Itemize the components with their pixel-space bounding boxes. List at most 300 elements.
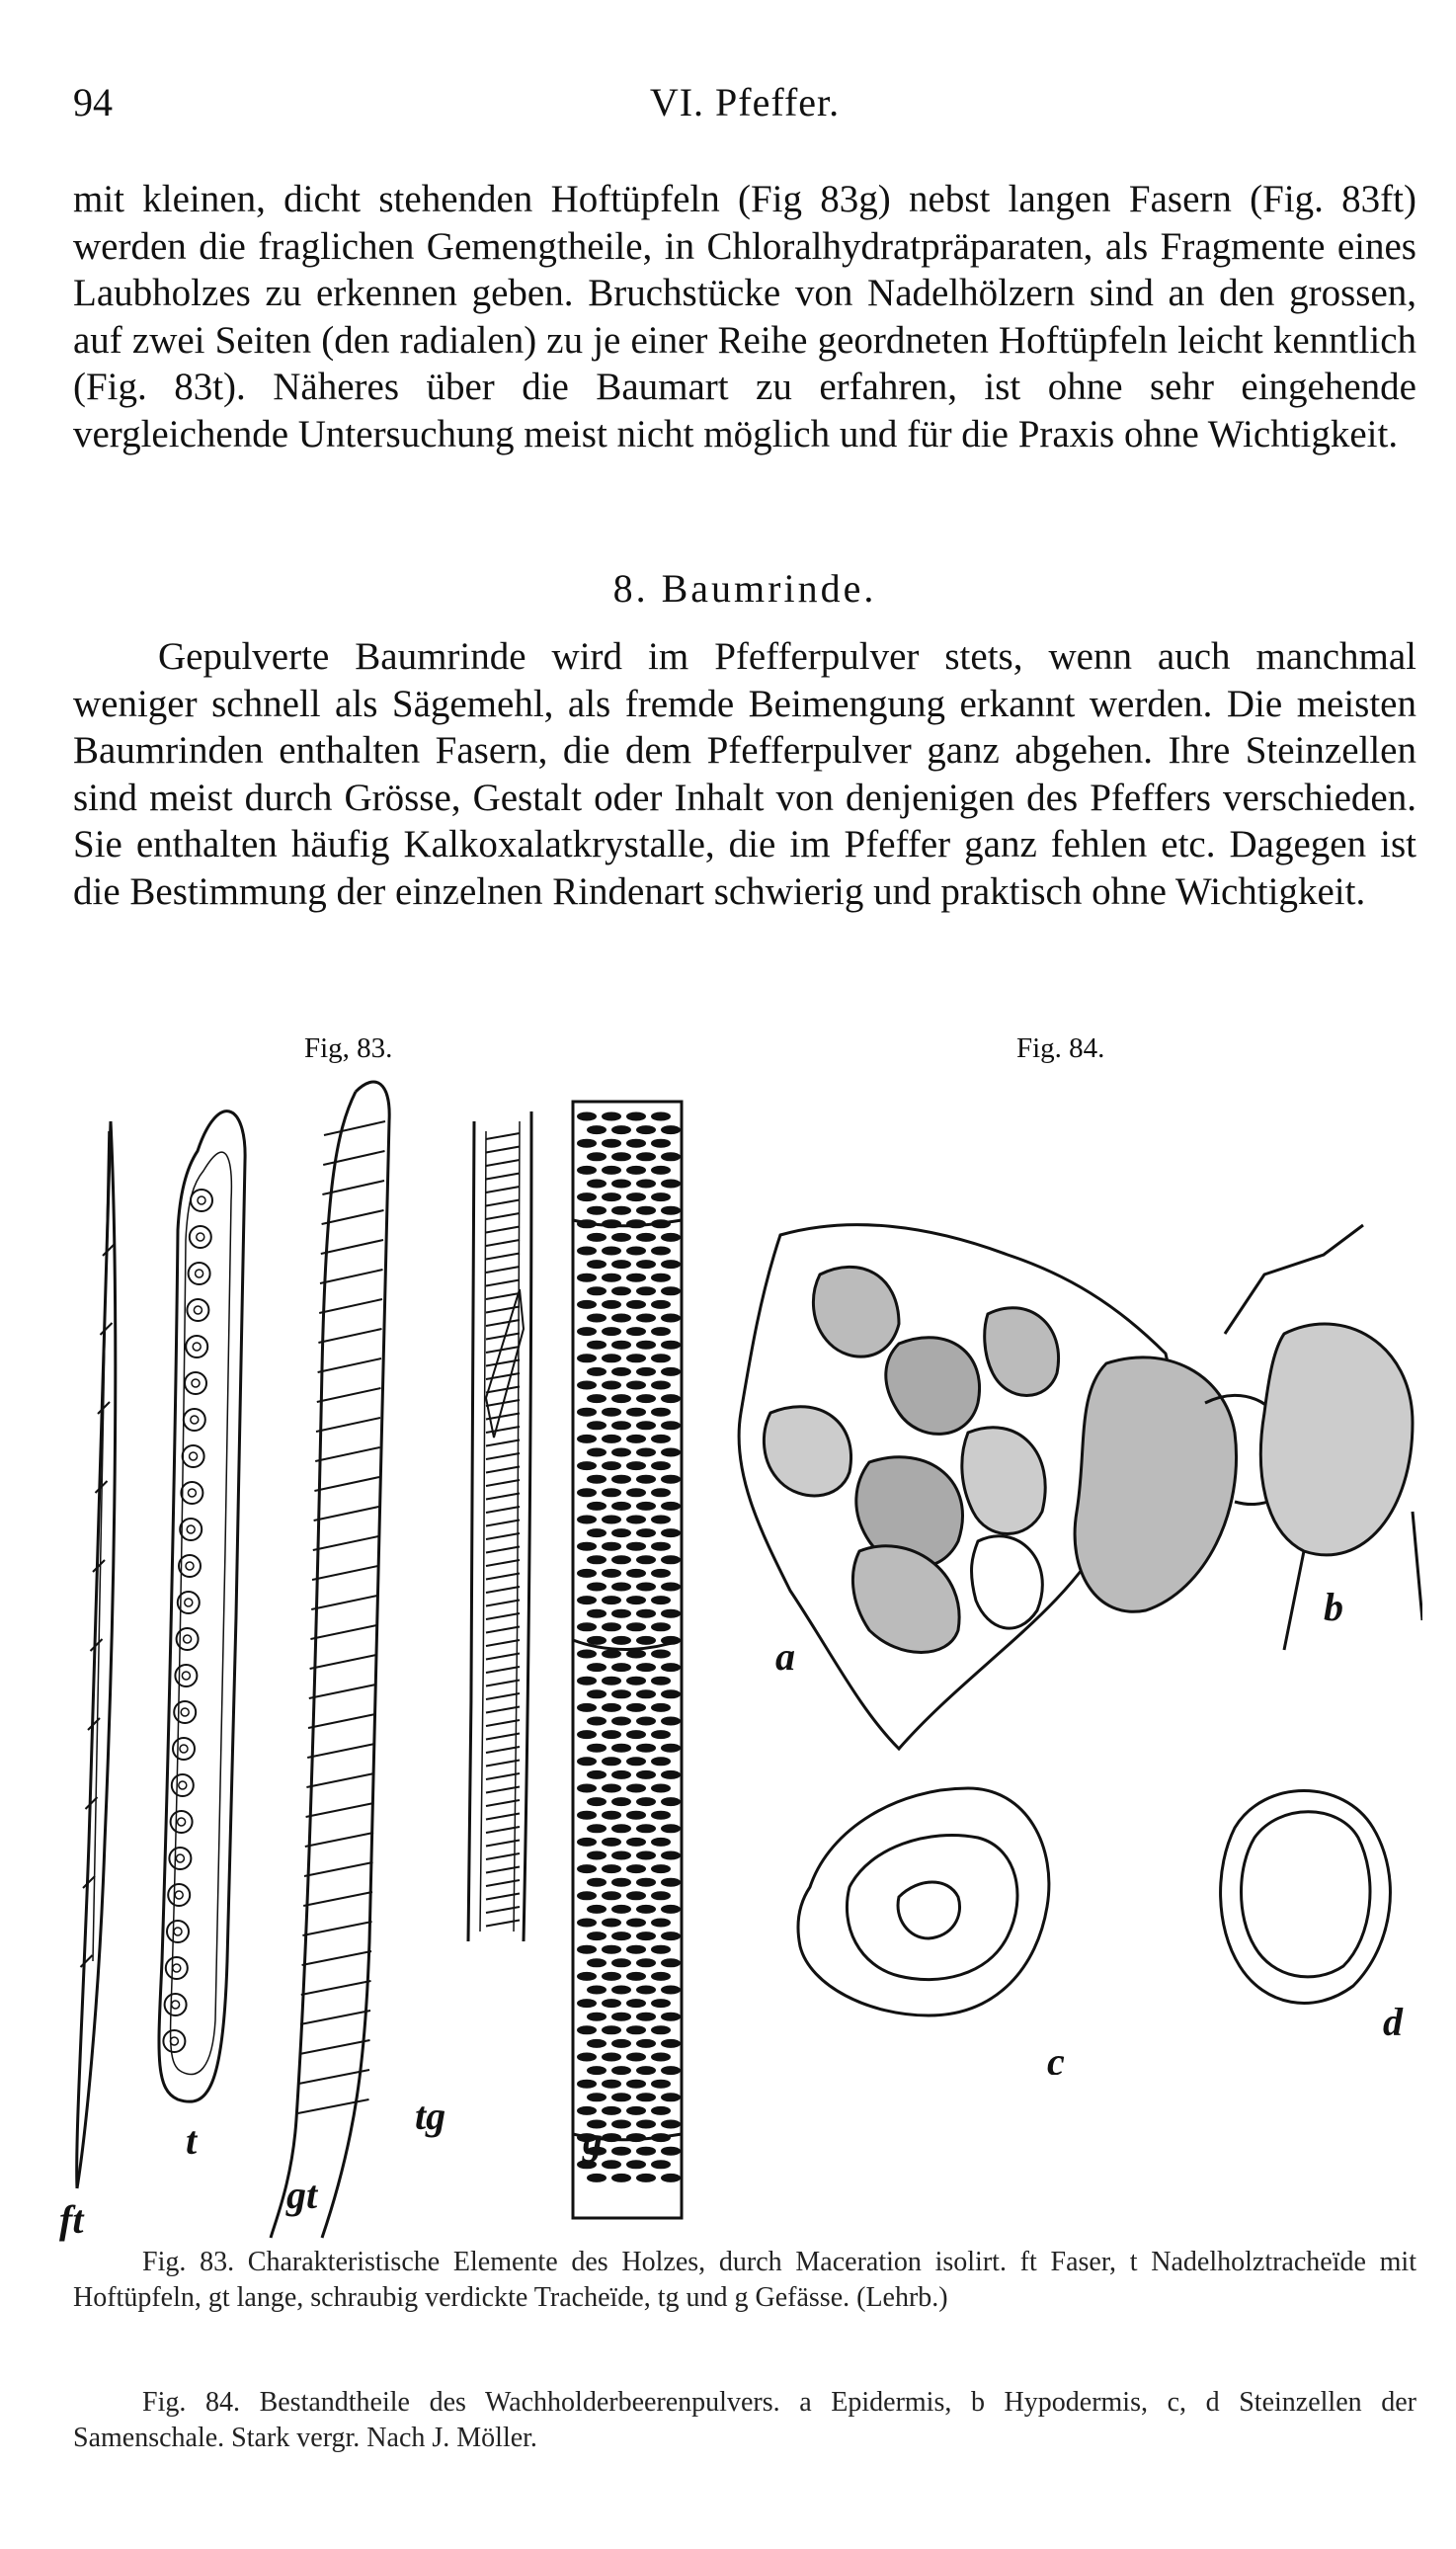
vessel-pit bbox=[578, 1517, 596, 1523]
fiber-pit bbox=[81, 1955, 93, 1967]
vessel-pit bbox=[612, 1852, 630, 1859]
vessel-pit bbox=[637, 1529, 655, 1536]
vessel-ring bbox=[486, 1227, 520, 1233]
vessel-pit bbox=[652, 2161, 670, 2168]
vessel-pit bbox=[652, 1436, 670, 1442]
vessel-pit bbox=[652, 1328, 670, 1335]
vessel-pit bbox=[612, 1610, 630, 1617]
vessel-pit bbox=[662, 1476, 680, 1483]
vessel-pit bbox=[637, 1126, 655, 1133]
spiral-thickening bbox=[312, 1566, 378, 1580]
vessel-pit bbox=[662, 1315, 680, 1322]
vessel-pit bbox=[603, 1193, 620, 1200]
vessel-pit bbox=[612, 2094, 630, 2100]
vessel-pit bbox=[603, 1462, 620, 1469]
vessel-pit bbox=[612, 1395, 630, 1402]
vessel-pit bbox=[578, 1328, 596, 1335]
vessel-pit bbox=[637, 1476, 655, 1483]
vessel-ring bbox=[486, 1240, 520, 1246]
vessel-pit bbox=[578, 1973, 596, 1980]
vessel-pit bbox=[588, 1126, 606, 1133]
vessel-pit bbox=[662, 1637, 680, 1644]
vessel-pit bbox=[612, 2175, 630, 2181]
vessel-pit bbox=[588, 1637, 606, 1644]
vessel-pit bbox=[578, 1382, 596, 1389]
vessel-pit bbox=[612, 1584, 630, 1591]
vessel-tg-drawing bbox=[468, 1111, 531, 1941]
bordered-pit bbox=[174, 1701, 196, 1723]
vessel-pit bbox=[627, 1382, 645, 1389]
label-g: g bbox=[583, 2118, 603, 2163]
vessel-pit bbox=[603, 1517, 620, 1523]
bordered-pit bbox=[171, 1811, 193, 1833]
bordered-pit-center bbox=[178, 1818, 186, 1826]
vessel-pit bbox=[588, 1422, 606, 1429]
vessel-pit bbox=[662, 1906, 680, 1913]
vessel-pit bbox=[662, 1234, 680, 1241]
vessel-pit bbox=[588, 2014, 606, 2020]
paragraph-hoftuepfel: mit kleinen, dicht stehenden Hoftüpfeln (Fig 83g) nebst langen Fasern (Fig. 83ft) werden die fraglichen Gemengtheile, in Chloralhydratpräparaten, als Fragmente eines Laubholzes zu erkennen geben. Bruchstücke von Nadelhölzern sind an den grossen, auf zwei Seiten (den radialen) zu je einer Reihe geordneten Hoftüpfeln leicht kenntlich (Fig. 83t). Näheres über die Baumart zu erfahren, ist ohne sehr eingehende vergleichende Untersuchung meist nicht möglich und für die Praxis ohne Wichtigkeit. bbox=[73, 178, 1416, 455]
vessel-ring bbox=[486, 1720, 520, 1726]
vessel-pit bbox=[662, 1664, 680, 1671]
vessel-ring bbox=[486, 1267, 520, 1273]
vessel-pit bbox=[637, 1368, 655, 1375]
caption-figure-83: Fig. 83. Charakteristische Elemente des Holzes, durch Maceration isolirt. ft Faser, t Nadelholztracheïde mit Hoftüpfeln, gt lange, schraubig verdickte Tracheïde, tg und g Gefässe. (Lehrb.) bbox=[73, 2247, 1416, 2313]
vessel-pit bbox=[627, 1517, 645, 1523]
vessel-pit bbox=[652, 1865, 670, 1872]
vessel-pit bbox=[612, 1315, 630, 1322]
vessel-pit bbox=[588, 1449, 606, 1456]
vessel-pit bbox=[612, 1261, 630, 1268]
spiral-thickening bbox=[302, 1951, 371, 1965]
vessel-pit bbox=[637, 1825, 655, 1832]
bordered-pit-center bbox=[196, 1270, 203, 1277]
vessel-pit bbox=[588, 1906, 606, 1913]
vessel-pit bbox=[627, 1462, 645, 1469]
vessel-pit bbox=[662, 2040, 680, 2047]
vessel-pit bbox=[578, 1193, 596, 1200]
vessel-pit bbox=[612, 2121, 630, 2128]
vessel-pit bbox=[612, 1987, 630, 1994]
vessel-pit bbox=[588, 1476, 606, 1483]
vessel-pit bbox=[627, 1623, 645, 1630]
vessel-pit bbox=[652, 1409, 670, 1416]
vessel-pit bbox=[627, 1328, 645, 1335]
vessel-pit bbox=[627, 1704, 645, 1711]
caption-figure-84: Fig. 84. Bestandtheile des Wachholderbeerenpulvers. a Epidermis, b Hypodermis, c, d Steinzellen der Samenschale. Stark vergr. Nach J. Möller. bbox=[73, 2387, 1416, 2453]
vessel-pit bbox=[603, 1543, 620, 1550]
bordered-pit bbox=[181, 1482, 202, 1504]
label-c: c bbox=[1047, 2039, 1065, 2075]
vessel-pit bbox=[652, 1193, 670, 1200]
bordered-pit-center bbox=[179, 1781, 187, 1789]
bordered-pit bbox=[191, 1190, 212, 1211]
vessel-pit bbox=[578, 1167, 596, 1174]
vessel-pit bbox=[588, 1718, 606, 1725]
spiral-thickening bbox=[299, 2040, 369, 2054]
vessel-pit bbox=[603, 1812, 620, 1819]
vessel-pit bbox=[652, 2081, 670, 2088]
spiral-thickening bbox=[319, 1299, 382, 1313]
fiber-pit bbox=[101, 1323, 113, 1335]
vessel-ring bbox=[486, 1213, 520, 1219]
vessel-pit bbox=[627, 1920, 645, 1927]
spiral-thickening bbox=[309, 1685, 376, 1698]
bordered-pit-center bbox=[188, 1489, 196, 1497]
figure-83-wood-elements bbox=[59, 1072, 691, 2243]
vessel-pit bbox=[627, 1731, 645, 1738]
vessel-ring bbox=[486, 1453, 520, 1459]
figure-83-label: Fig, 83. bbox=[304, 1032, 393, 1064]
vessel-ring bbox=[486, 1521, 520, 1526]
vessel-pit bbox=[627, 1678, 645, 1685]
vessel-pit bbox=[578, 1623, 596, 1630]
vessel-pit bbox=[603, 1785, 620, 1792]
vessel-pit bbox=[637, 1959, 655, 1966]
vessel-pit bbox=[637, 1153, 655, 1160]
vessel-pit bbox=[652, 1678, 670, 1685]
bordered-pit-center bbox=[187, 1525, 195, 1533]
spiral-thickening bbox=[318, 1358, 381, 1372]
bordered-pit bbox=[175, 1665, 197, 1686]
vessel-ring bbox=[486, 1747, 520, 1753]
vessel-pit bbox=[578, 1462, 596, 1469]
vessel-pit bbox=[612, 1207, 630, 1214]
vessel-pit bbox=[662, 1503, 680, 1510]
vessel-ring bbox=[486, 1707, 520, 1713]
vessel-pit bbox=[627, 1839, 645, 1846]
bordered-pit-center bbox=[175, 1891, 183, 1899]
vessel-ring bbox=[486, 1533, 520, 1539]
vessel-pit bbox=[612, 1476, 630, 1483]
vessel-pit bbox=[652, 1382, 670, 1389]
vessel-pit bbox=[588, 1261, 606, 1268]
spiral-thickening bbox=[298, 2099, 369, 2113]
vessel-pit bbox=[652, 1704, 670, 1711]
vessel-pit bbox=[578, 1920, 596, 1927]
vessel-ring bbox=[486, 1654, 520, 1660]
bordered-pit bbox=[184, 1409, 205, 1431]
vessel-pit bbox=[578, 1248, 596, 1255]
vessel-pit bbox=[588, 1287, 606, 1294]
vessel-ring bbox=[486, 1280, 520, 1286]
spiral-thickening bbox=[322, 1210, 384, 1224]
bordered-pit bbox=[163, 2030, 185, 2052]
bordered-pit-center bbox=[180, 1745, 188, 1753]
vessel-pit bbox=[627, 1973, 645, 1980]
vessel-pit bbox=[578, 1731, 596, 1738]
vessel-pit bbox=[627, 1812, 645, 1819]
vessel-pit bbox=[603, 1946, 620, 1953]
vessel-pit bbox=[637, 1906, 655, 1913]
vessel-pit bbox=[652, 2000, 670, 2007]
vessel-pit bbox=[627, 1651, 645, 1658]
vessel-ring bbox=[486, 1613, 520, 1619]
vessel-pit bbox=[578, 1113, 596, 1120]
vessel-pit bbox=[652, 1785, 670, 1792]
vessel-pit bbox=[612, 1745, 630, 1752]
vessel-pit bbox=[588, 1153, 606, 1160]
vessel-pit bbox=[662, 1987, 680, 1994]
vessel-pit bbox=[627, 1140, 645, 1147]
stone-cell-c-drawing bbox=[798, 1788, 1049, 2015]
spiral-thickening bbox=[320, 1270, 383, 1283]
vessel-pit bbox=[578, 1892, 596, 1899]
vessel-pit bbox=[627, 1865, 645, 1872]
vessel-pit bbox=[578, 1220, 596, 1227]
vessel-pit bbox=[612, 1664, 630, 1671]
vessel-pit bbox=[652, 1113, 670, 1120]
vessel-ring bbox=[486, 1734, 520, 1740]
vessel-pit bbox=[612, 1798, 630, 1805]
vessel-pit bbox=[603, 1301, 620, 1308]
vessel-pit bbox=[652, 1167, 670, 1174]
vessel-pit bbox=[637, 1584, 655, 1591]
vessel-pit bbox=[627, 2081, 645, 2088]
vessel-pit bbox=[612, 1879, 630, 1886]
vessel-pit bbox=[612, 1234, 630, 1241]
vessel-pit bbox=[603, 1167, 620, 1174]
bordered-pit-center bbox=[172, 2001, 180, 2009]
vessel-ring bbox=[486, 1373, 520, 1379]
vessel-pit bbox=[627, 1274, 645, 1281]
spiral-thickening bbox=[300, 2011, 370, 2024]
vessel-ring bbox=[486, 1467, 520, 1473]
bordered-pit bbox=[190, 1226, 211, 1248]
vessel-ring bbox=[486, 1387, 520, 1393]
vessel-pit bbox=[588, 1664, 606, 1671]
vessel-pit bbox=[662, 1529, 680, 1536]
running-head: VI. Pfeffer. bbox=[649, 80, 841, 124]
tracheid-t-drawing bbox=[159, 1111, 245, 2102]
vessel-pit bbox=[652, 1731, 670, 1738]
vessel-pit bbox=[662, 1449, 680, 1456]
vessel-pit bbox=[662, 1825, 680, 1832]
vessel-pit bbox=[627, 1489, 645, 1496]
bordered-pit bbox=[185, 1372, 206, 1394]
vessel-pit bbox=[578, 1678, 596, 1685]
vessel-pit bbox=[578, 1812, 596, 1819]
label-gt: gt bbox=[286, 2173, 318, 2217]
vessel-pit bbox=[603, 1220, 620, 1227]
vessel-pit bbox=[652, 1274, 670, 1281]
vessel-pit bbox=[637, 1852, 655, 1859]
vessel-pit bbox=[662, 1771, 680, 1778]
vessel-pit bbox=[637, 1315, 655, 1322]
vessel-pit bbox=[603, 2107, 620, 2114]
vessel-pit bbox=[652, 1623, 670, 1630]
vessel-pit bbox=[637, 1637, 655, 1644]
vessel-pit bbox=[637, 1771, 655, 1778]
label-t: t bbox=[186, 2118, 198, 2163]
vessel-pit bbox=[662, 1181, 680, 1188]
vessel-ring bbox=[486, 1921, 520, 1927]
vessel-pit bbox=[627, 2054, 645, 2061]
vessel-pit bbox=[662, 2014, 680, 2020]
vessel-pit bbox=[662, 1287, 680, 1294]
vessel-pit bbox=[627, 1946, 645, 1953]
vessel-pit bbox=[603, 2081, 620, 2088]
vessel-pit bbox=[612, 2148, 630, 2155]
vessel-pit bbox=[662, 1395, 680, 1402]
spiral-thickening bbox=[308, 1714, 375, 1728]
vessel-pit bbox=[637, 1422, 655, 1429]
vessel-pit bbox=[578, 1489, 596, 1496]
bordered-pit-center bbox=[176, 1854, 184, 1862]
vessel-pit bbox=[578, 1758, 596, 1765]
vessel-pit bbox=[612, 1503, 630, 1510]
label-tg: tg bbox=[415, 2094, 446, 2138]
vessel-pit bbox=[662, 1368, 680, 1375]
vessel-pit bbox=[637, 2148, 655, 2155]
bordered-pit bbox=[166, 1957, 188, 1979]
vessel-ring bbox=[486, 1174, 520, 1180]
vessel-pit bbox=[612, 1932, 630, 1939]
vessel-pit bbox=[637, 2040, 655, 2047]
vessel-pit bbox=[652, 1517, 670, 1523]
vessel-pit bbox=[627, 1248, 645, 1255]
vessel-pit bbox=[588, 1556, 606, 1563]
vessel-pit bbox=[652, 1651, 670, 1658]
vessel-pit bbox=[612, 2067, 630, 2074]
vessel-pit bbox=[578, 1839, 596, 1846]
vessel-pit bbox=[578, 1651, 596, 1658]
vessel-pit bbox=[652, 1489, 670, 1496]
bordered-pit bbox=[173, 1738, 195, 1760]
label-a: a bbox=[775, 1634, 795, 1679]
vessel-pit bbox=[662, 1261, 680, 1268]
fiber-pit bbox=[103, 1244, 115, 1256]
spiral-thickening bbox=[315, 1447, 379, 1461]
vessel-pit bbox=[603, 2000, 620, 2007]
vessel-pit bbox=[637, 1503, 655, 1510]
vessel-pit bbox=[627, 1892, 645, 1899]
vessel-pit bbox=[637, 1234, 655, 1241]
vessel-pit bbox=[652, 1543, 670, 1550]
stone-cell-d-drawing bbox=[1221, 1791, 1391, 2004]
vessel-pit bbox=[637, 1745, 655, 1752]
bordered-pit-center bbox=[184, 1635, 192, 1643]
label-b: b bbox=[1324, 1585, 1343, 1629]
vessel-pit bbox=[612, 1690, 630, 1697]
bordered-pit-center bbox=[191, 1416, 199, 1424]
spiral-thickening bbox=[301, 1981, 371, 1995]
vessel-pit bbox=[627, 1758, 645, 1765]
vessel-ring bbox=[486, 1334, 520, 1340]
vessel-pit bbox=[578, 1704, 596, 1711]
vessel-pit bbox=[652, 1220, 670, 1227]
vessel-pit bbox=[578, 2054, 596, 2061]
vessel-pit bbox=[627, 2026, 645, 2033]
vessel-pit bbox=[627, 1355, 645, 1361]
page-header bbox=[73, 79, 1416, 138]
vessel-pit bbox=[662, 2148, 680, 2155]
vessel-pit bbox=[662, 1798, 680, 1805]
spiral-thickening bbox=[310, 1655, 376, 1669]
bordered-pit bbox=[187, 1299, 208, 1321]
spiral-thickening bbox=[317, 1388, 381, 1402]
vessel-pit bbox=[612, 1771, 630, 1778]
vessel-pit bbox=[637, 1181, 655, 1188]
spiral-thickening bbox=[306, 1773, 374, 1787]
vessel-pit bbox=[603, 1248, 620, 1255]
vessel-pit bbox=[588, 2094, 606, 2100]
vessel-pit bbox=[662, 1932, 680, 1939]
vessel-pit bbox=[662, 1584, 680, 1591]
vessel-pit bbox=[603, 1355, 620, 1361]
vessel-pit bbox=[652, 1301, 670, 1308]
vessel-g-drawing bbox=[573, 1102, 682, 2218]
spiral-thickening bbox=[303, 1892, 372, 1906]
vessel-pit bbox=[637, 1556, 655, 1563]
figure-84-label: Fig. 84. bbox=[1016, 1032, 1105, 1064]
vessel-pit bbox=[588, 1690, 606, 1697]
spiral-thickening bbox=[313, 1536, 378, 1550]
vessel-ring bbox=[486, 1320, 520, 1326]
bordered-pit-center bbox=[198, 1196, 205, 1204]
vessel-pit bbox=[627, 2107, 645, 2114]
vessel-pit bbox=[652, 2107, 670, 2114]
paragraph-baumrinde: Gepulverte Baumrinde wird im Pfefferpulver stets, wenn auch manchmal weniger schnell als Sägemehl, als fremde Beimengung erkannt werden. Die meisten Baumrinden enthalten Fasern, die dem Pfefferpulver ganz abgehen. Ihre Steinzellen sind meist durch Grösse, Gestalt oder Inhalt von denjenigen des Pfeffers verschieden. Sie enthalten häufig Kalkoxalatkrystalle, die im Pfeffer ganz fehlen etc. Dagegen ist die Bestimmung der einzelnen Rindenart schwierig und praktisch ohne Wichtigkeit. bbox=[73, 635, 1416, 913]
vessel-pit bbox=[603, 1489, 620, 1496]
vessel-pit bbox=[578, 2000, 596, 2007]
vessel-pit bbox=[627, 1409, 645, 1416]
bordered-pit bbox=[167, 1921, 189, 1942]
vessel-ring bbox=[486, 1200, 520, 1206]
vessel-pit bbox=[588, 1207, 606, 1214]
vessel-pit bbox=[652, 1973, 670, 1980]
vessel-pit bbox=[652, 1839, 670, 1846]
label-d: d bbox=[1383, 2000, 1403, 2044]
vessel-pit bbox=[612, 1637, 630, 1644]
spiral-thickening bbox=[302, 1922, 371, 1935]
vessel-ring bbox=[486, 1187, 520, 1192]
vessel-pit bbox=[652, 1892, 670, 1899]
vessel-pit bbox=[603, 1436, 620, 1442]
vessel-pit bbox=[578, 1355, 596, 1361]
vessel-ring bbox=[486, 1494, 520, 1500]
vessel-pit bbox=[637, 1664, 655, 1671]
vessel-pit bbox=[662, 1610, 680, 1617]
bordered-pit-center bbox=[182, 1672, 190, 1680]
vessel-pit bbox=[588, 1745, 606, 1752]
vessel-pit bbox=[627, 2161, 645, 2168]
vessel-pit bbox=[627, 1436, 645, 1442]
vessel-pit bbox=[588, 1342, 606, 1349]
bordered-pit-center bbox=[174, 1928, 182, 1935]
vessel-pit bbox=[588, 2175, 606, 2181]
vessel-pit bbox=[578, 2107, 596, 2114]
vessel-pit bbox=[652, 1355, 670, 1361]
vessel-pit bbox=[578, 1409, 596, 1416]
vessel-pit bbox=[662, 1556, 680, 1563]
vessel-pit bbox=[637, 2121, 655, 2128]
spiral-thickening bbox=[321, 1240, 383, 1254]
bordered-pit bbox=[179, 1555, 201, 1577]
label-ft: ft bbox=[59, 2197, 84, 2242]
spiral-thickening bbox=[307, 1744, 374, 1758]
vessel-pit bbox=[588, 1959, 606, 1966]
spiral-thickening bbox=[323, 1151, 384, 1165]
vessel-pit bbox=[603, 1839, 620, 1846]
vessel-pit bbox=[627, 1570, 645, 1577]
vessel-ring bbox=[486, 1147, 520, 1153]
bordered-pit bbox=[172, 1774, 194, 1796]
spiral-thickening bbox=[314, 1477, 379, 1491]
vessel-ring bbox=[486, 1681, 520, 1686]
vessel-pit bbox=[627, 1301, 645, 1308]
vessel-pit bbox=[662, 2121, 680, 2128]
